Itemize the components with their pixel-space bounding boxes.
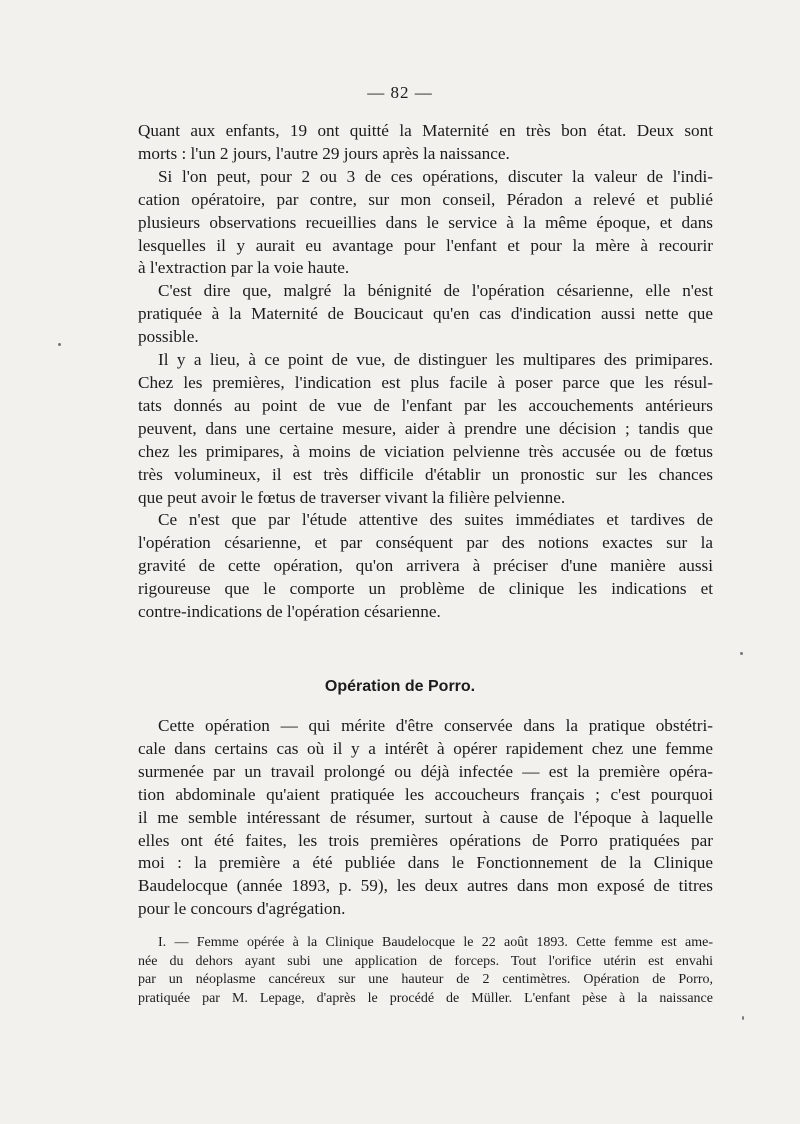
text-line: plusieurs observations recueillies dans le service à la même époque, et dans (138, 212, 713, 232)
page-number: — 82 — (367, 83, 433, 102)
body-text-top (138, 120, 713, 624)
text-line: surmenée par un travail prolongé ou déjà infectée — est la première opéra- (138, 761, 713, 781)
text-line: pour le concours d'agrégation. (138, 899, 346, 919)
text-line: Il y a lieu, à ce point de vue, de distinguer les multipares des primipares. (158, 350, 713, 370)
text-line: peuvent, dans une certaine mesure, aider à prendre une décision ; tandis que (138, 418, 713, 438)
text-line: cation opératoire, par contre, sur mon conseil, Péradon a relevé et publié (138, 189, 713, 209)
text-line: gravité de cette opération, qu'on arrivera à préciser d'une manière aussi (138, 556, 713, 576)
text-line: contre-indications de l'opération césarienne. (138, 602, 441, 622)
text-line: lesquelles il y aurait eu avantage pour l'enfant et pour la mère à recourir (138, 235, 713, 255)
text-line: Cette opération — qui mérite d'être conservée dans la pratique obstétri- (158, 716, 713, 735)
text-line: tats donnés au point de vue de l'enfant par les accouchements antérieurs (138, 395, 713, 415)
paper-speck (742, 1016, 744, 1020)
section-title: Opération de Porro. (324, 678, 476, 695)
text-line: à l'extraction par la voie haute. (138, 258, 350, 278)
text-line: Ce n'est que par l'étude attentive des suites immédiates et tardives de (158, 510, 713, 530)
text-line: tion abdominale qu'aient pratiquée les accoucheurs français ; c'est pourquoi (138, 784, 713, 804)
footnote-line: née du dehors ayant subi une application de forceps. Tout l'orifice utérin est envahi (138, 953, 713, 969)
text-line: Baudelocque (année 1893, p. 59), les deux autres dans mon exposé de titres (138, 876, 713, 896)
text-line: Quant aux enfants, 19 ont quitté la Maternité en très bon état. Deux sont (138, 121, 713, 140)
footnote-line: par un néoplasme cancéreux sur une hauteur de 2 centimètres. Opération de Porro, (138, 972, 713, 988)
text-line: Si l'on peut, pour 2 ou 3 de ces opérations, discuter la valeur de l'indi- (158, 166, 713, 186)
text-line: l'opération césarienne, et par conséquent par des notions exactes sur la (138, 533, 713, 553)
text-line: rigoureuse que le comporte un problème de clinique les indications et (138, 579, 713, 599)
text-line: il me semble intéressant de résumer, surtout à cause de l'époque à laquelle (138, 807, 713, 827)
footnote (138, 934, 713, 1008)
text-line: C'est dire que, malgré la bénignité de l'opération césarienne, elle n'est (158, 281, 713, 301)
paper-speck (58, 343, 61, 346)
body-text-bottom (138, 715, 713, 921)
footnote-line: I. — Femme opérée à la Clinique Baudelocque le 22 août 1893. Cette femme est ame- (158, 935, 713, 950)
footnote-line: pratiquée par M. Lepage, d'après le procédé de Müller. L'enfant pèse à la naissance (138, 990, 713, 1006)
paper-speck (740, 652, 743, 655)
text-line: que peut avoir le fœtus de traverser vivant la filière pelvienne. (138, 487, 566, 507)
text-line: chez les primipares, à moins de viciation pelvienne très accusée ou de fœtus (138, 441, 713, 461)
text-line: moi : la première a été publiée dans le Fonctionnement de la Clinique (138, 853, 713, 873)
text-line: possible. (138, 327, 199, 347)
text-line: elles ont été faites, les trois premières opérations de Porro pratiquées par (138, 830, 713, 850)
text-line: Chez les premières, l'indication est plus facile à poser parce que les résul- (138, 372, 713, 392)
text-line: cale dans certains cas où il y a intérêt à opérer rapidement chez une femme (138, 738, 713, 758)
text-line: très volumineux, il est très difficile d'établir un pronostic sur les chances (138, 464, 713, 484)
text-line: pratiquée à la Maternité de Boucicaut qu'en cas d'indication aussi nette que (138, 304, 713, 324)
text-line: morts : l'un 2 jours, l'autre 29 jours après la naissance. (138, 143, 510, 163)
